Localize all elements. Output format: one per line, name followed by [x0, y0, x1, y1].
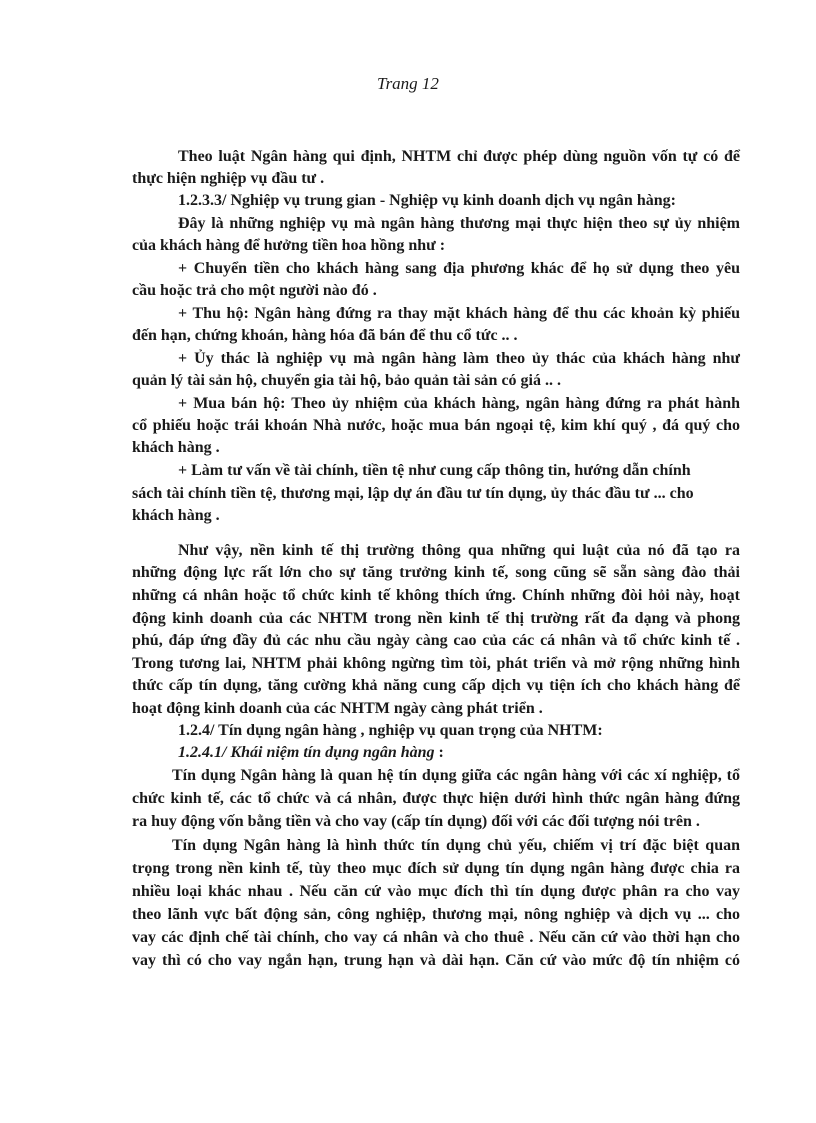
text-line: vay các định chế tài chính, cho vay cá nhân và cho thuê . Nếu căn cứ vào thời hạn cho	[132, 929, 740, 946]
text-line: động kinh doanh của các NHTM trong nền kinh tế thị trường rất đa dạng và phong	[132, 610, 740, 627]
text-line: cầu hoặc trả cho một người nào đó .	[132, 282, 377, 299]
text-line: phú, đáp ứng đầy đủ các nhu cầu ngày càng cao của các cá nhân và tổ chức kinh tế .	[132, 632, 740, 649]
text-line: hoạt động kinh doanh của các NHTM ngày càng phát triển .	[132, 700, 543, 717]
text-line: thực hiện nghiệp vụ đầu tư .	[132, 170, 325, 187]
text-line: theo lãnh vực bất động sản, công nghiệp, thương mại, nông nghiệp và dịch vụ ... cho	[132, 906, 740, 923]
page-header: Trang 12	[377, 74, 439, 93]
text-line: thức cấp tín dụng, tăng cường khả năng cung cấp dịch vụ tiện ích cho khách hàng để	[132, 677, 740, 694]
subsection-colon: :	[434, 744, 444, 761]
subsection-heading	[178, 743, 444, 763]
text-line: Như vậy, nền kinh tế thị trường thông qua những qui luật của nó đã tạo ra	[178, 542, 740, 559]
section-heading: 1.2.4/ Tín dụng ngân hàng , nghiệp vụ quan trọng của NHTM:	[178, 722, 603, 739]
text-line: + Làm tư vấn về tài chính, tiền tệ như cung cấp thông tin, hướng dẫn chính	[178, 462, 691, 479]
text-line: trọng trong nền kinh tế, tùy theo mục đích sử dụng tín dụng ngân hàng được chia ra	[132, 860, 740, 877]
text-line: Tín dụng Ngân hàng là hình thức tín dụng chủ yếu, chiếm vị trí đặc biệt quan	[172, 837, 740, 854]
text-line: nhiều loại khác nhau . Nếu căn cứ vào mục đích thì tín dụng được phân ra cho vay	[132, 883, 740, 900]
text-line: cổ phiếu hoặc trái khoán Nhà nước, hoặc mua bán ngoại tệ, kim khí quý , đá quý cho	[132, 417, 740, 434]
section-heading: 1.2.3.3/ Nghiệp vụ trung gian - Nghiệp vụ kinh doanh dịch vụ ngân hàng:	[178, 192, 676, 209]
text-line: khách hàng .	[132, 439, 220, 456]
text-line: + Ủy thác là nghiệp vụ mà ngân hàng làm theo ủy thác của khách hàng như	[178, 350, 740, 367]
text-line: + Thu hộ: Ngân hàng đứng ra thay mặt khách hàng để thu các khoản kỳ phiếu	[178, 305, 740, 322]
text-line: ra huy động vốn bằng tiền và cho vay (cấp tín dụng) đối với các đối tượng nói trên .	[132, 813, 700, 830]
text-line: Đây là những nghiệp vụ mà ngân hàng thương mại thực hiện theo sự ủy nhiệm	[178, 215, 740, 232]
text-line: quản lý tài sản hộ, chuyển gia tài hộ, bảo quản tài sản có giá .. .	[132, 372, 561, 389]
text-line: sách tài chính tiền tệ, thương mại, lập dự án đầu tư tín dụng, ủy thác đầu tư ... cho	[132, 485, 694, 502]
text-line: + Chuyển tiền cho khách hàng sang địa phương khác để họ sử dụng theo yêu	[178, 260, 740, 277]
text-line: khách hàng .	[132, 507, 220, 524]
text-line: những động lực rất lớn cho sự tăng trưởng kinh tế, song cũng sẽ sẵn sàng đào thải	[132, 564, 740, 581]
subsection-title: 1.2.4.1/ Khái niệm tín dụng ngân hàng	[178, 744, 435, 761]
text-line: Tín dụng Ngân hàng là quan hệ tín dụng giữa các ngân hàng với các xí nghiệp, tổ	[172, 767, 740, 784]
text-line: chức kinh tế, các tổ chức và cá nhân, được thực hiện dưới hình thức ngân hàng đứng	[132, 790, 740, 807]
text-line: vay thì có cho vay ngắn hạn, trung hạn và dài hạn. Căn cứ vào mức độ tín nhiệm có	[132, 952, 740, 969]
text-line: của khách hàng để hưởng tiền hoa hồng như :	[132, 237, 446, 254]
text-line: những cá nhân hoặc tổ chức kinh tế không thích ứng. Chính những đòi hỏi này, hoạt	[132, 587, 740, 604]
text-line: Trong tương lai, NHTM phải không ngừng tìm tòi, phát triển và mở rộng những hình	[132, 655, 740, 672]
text-line: đến hạn, chứng khoán, hàng hóa đã bán để thu cổ tức .. .	[132, 327, 518, 344]
text-line: + Mua bán hộ: Theo ủy nhiệm của khách hàng, ngân hàng đứng ra phát hành	[178, 395, 740, 412]
text-line: Theo luật Ngân hàng qui định, NHTM chỉ được phép dùng nguồn vốn tự có để	[178, 148, 740, 165]
